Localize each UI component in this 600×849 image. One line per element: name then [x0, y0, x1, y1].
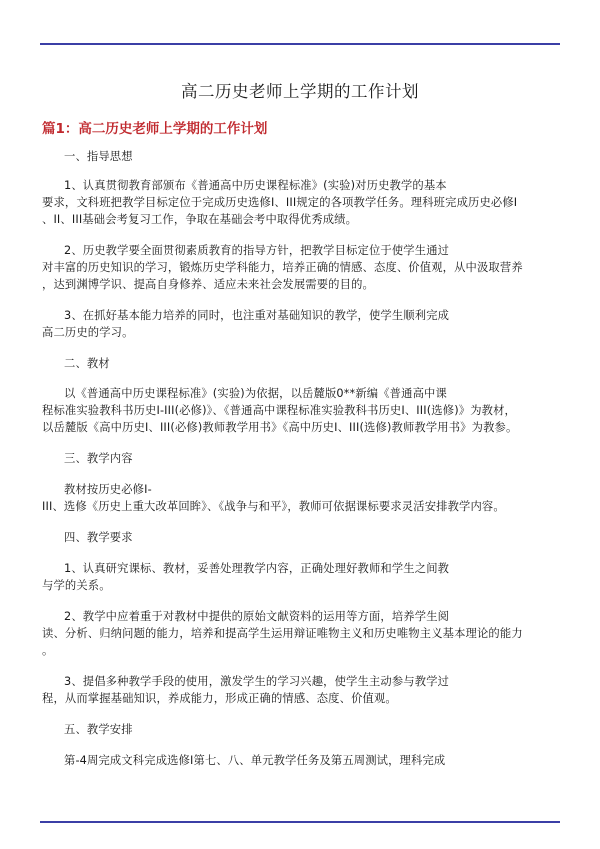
paragraph-line: 1、认真研究课标、教材，妥善处理教学内容，正确处理好教师和学生之间教: [64, 562, 450, 575]
heading-guiding-thought: 一、指导思想: [64, 150, 133, 163]
heading-teaching-content: 三、教学内容: [64, 452, 133, 465]
paragraph-line: 3、提倡多种教学手段的使用，激发学生的学习兴趣，使学生主动参与教学过: [64, 675, 450, 688]
document-title: 高二历史老师上学期的工作计划: [181, 82, 419, 101]
paragraph-line: 对丰富的历史知识的学习，锻炼历史学科能力，培养正确的情感、态度、价值观，从中汲取营养: [42, 261, 523, 274]
heading-textbook: 二、教材: [64, 357, 110, 370]
paragraph-line: 2、历史教学要全面贯彻素质教育的指导方针，把教学目标定位于使学生通过: [64, 244, 450, 257]
paragraph-line: 3、在抓好基本能力培养的同时，也注重对基础知识的教学，使学生顺利完成: [64, 309, 450, 322]
paragraph-line: 。: [42, 644, 54, 657]
paragraph-line: ，达到渊博学识、提高自身修养、适应未来社会发展需要的目的。: [42, 278, 374, 291]
paragraph-line: 1、认真贯彻教育部颁布《普通高中历史课程标准》(实验)对历史教学的基本: [64, 179, 447, 192]
paragraph-line: 教材按历史必修I-: [64, 483, 152, 496]
paragraph-line: 高二历史的学习。: [42, 326, 134, 339]
paragraph-line: 2、教学中应着重于对教材中提供的原始文献资料的运用等方面，培养学生阅: [64, 610, 450, 623]
paragraph-line: 要求，文科班把教学目标定位于完成历史选修I、III规定的各项教学任务。理科班完成历史必修I: [42, 196, 518, 209]
paragraph-line: 与学的关系。: [42, 579, 111, 592]
paragraph-line: 程标准实验教科书历史I-III(必修)》、《普通高中课程标准实验教科书历史I、III(选修)》为教材，: [42, 404, 516, 417]
heading-teaching-schedule: 五、教学安排: [64, 723, 133, 736]
paragraph-line: 读、分析、归纳问题的能力，培养和提高学生运用辩证唯物主义和历史唯物主义基本理论的能力: [42, 627, 523, 640]
paragraph-line: III、选修《历史上重大改革回眸》、《战争与和平》，教师可依据课标要求灵活安排教学内容。: [42, 500, 505, 513]
paragraph-line: 第-4周完成文科完成选修I第七、八、单元教学任务及第五周测试，理科完成: [64, 754, 446, 767]
paragraph-line: 以岳麓版《高中历史I、III(必修)教师教学用书》《高中历史I、III(选修)教师教学用书》为教参。: [42, 421, 518, 434]
top-divider: [40, 43, 560, 45]
bottom-divider: [40, 821, 560, 823]
paragraph-line: 、II、III基础会考复习工作，争取在基础会考中取得优秀成绩。: [42, 213, 358, 226]
paragraph-line: 以《普通高中历史课程标准》(实验)为依据，以岳麓版0**新编《普通高中课: [64, 387, 447, 400]
section-heading: 篇1：高二历史老师上学期的工作计划: [42, 121, 268, 137]
paragraph-line: 程，从而掌握基础知识，养成能力，形成正确的情感、态度、价值观。: [42, 692, 397, 705]
heading-teaching-requirements: 四、教学要求: [64, 531, 133, 544]
